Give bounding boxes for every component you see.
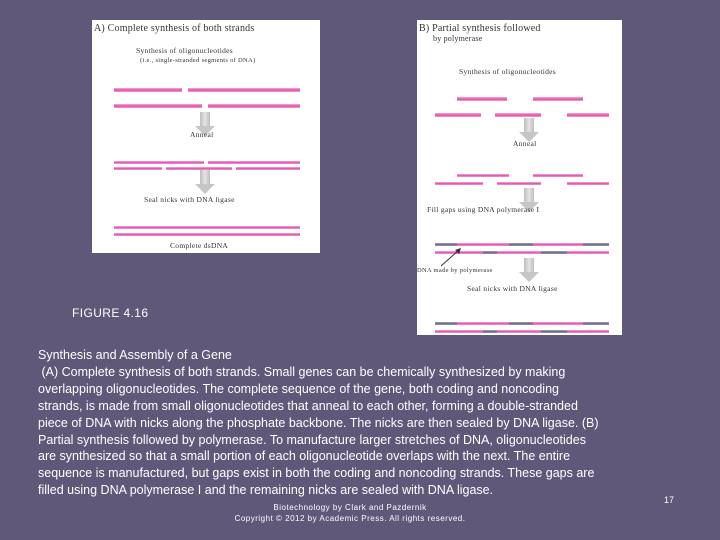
footer-copyright: Copyright © 2012 by Academic Press. All rights reserved.: [234, 514, 466, 523]
footer-book: Biotechnology by Clark and Pazdernik: [273, 503, 427, 512]
panel-a-step-synthesis: Synthesis of oligonucleotides: [136, 46, 234, 55]
annealed-strand: [497, 251, 541, 254]
annealed-strand: [567, 182, 609, 185]
footer-credit: [200, 502, 500, 524]
oligo-strand: [567, 113, 609, 117]
panel-b-step-seal: Seal nicks with DNA ligase: [467, 284, 558, 293]
page-number: 17: [664, 495, 675, 505]
oligo-strand: [222, 88, 300, 92]
polymerase-strand: [509, 322, 533, 325]
oligo-strand: [533, 97, 583, 101]
polymerase-strand: [483, 251, 497, 254]
annealed-strand: [435, 182, 483, 185]
panel-b-step-anneal: Anneal: [513, 139, 537, 148]
annealed-strand: [114, 167, 162, 170]
annealed-strand: [166, 167, 232, 170]
caption-line: are synthesized so that a small portion of each oligonucleotide overlaps with the next. The entire: [38, 449, 571, 464]
annealed-strand: [457, 174, 509, 177]
caption-line: Synthesis and Assembly of a Gene: [38, 348, 232, 362]
polymerase-strand: [541, 251, 567, 254]
caption-line: (A) Complete synthesis of both strands. Small genes can be chemically synthesized by making: [38, 364, 566, 379]
caption-line: filled using DNA polymerase I and the remaining nicks are sealed with DNA ligase.: [38, 483, 494, 498]
annealed-strand: [533, 243, 583, 246]
oligo-strand: [208, 104, 300, 108]
sealed-strand: [435, 330, 483, 333]
panel-a-diagram: [92, 20, 320, 253]
sealed-strand: [567, 330, 609, 333]
caption-line: strands, is made from small oligonucleotides that anneal to each other, forming a double-stranded: [38, 398, 578, 413]
oligo-strand: [114, 88, 182, 92]
polymerase-strand: [541, 330, 567, 333]
oligo-strand: [435, 113, 481, 117]
complete-strand: [114, 226, 300, 229]
caption-line: sequence is manufactured, but gaps exist in both the coding and noncoding strands. These gaps are: [38, 466, 595, 481]
caption-line: Partial synthesis followed by polymerase. To manufacture larger stretches of DNA, oligonucleotides: [38, 432, 586, 447]
sealed-strand: [533, 322, 583, 325]
panel-b-step-fill: Fill gaps using DNA polymerase I: [427, 205, 540, 214]
panel-a-title: A) Complete synthesis of both strands: [94, 23, 255, 34]
annealed-strand: [533, 174, 583, 177]
panel-a-step-anneal: Anneal: [190, 130, 214, 139]
polymerase-strand: [483, 330, 497, 333]
oligo-strand: [495, 113, 541, 117]
oligo-strand: [114, 104, 202, 108]
panel-a-step-seal: Seal nicks with DNA ligase: [144, 195, 235, 204]
polymerase-strand: [435, 322, 457, 325]
panel-a-step-complete: Complete dsDNA: [170, 241, 229, 250]
sealed-strand: [497, 330, 541, 333]
annealed-strand: [236, 167, 300, 170]
caption-line: overlapping oligonucleotides. The complete sequence of the gene, both coding and noncoding: [38, 381, 559, 396]
sealed-strand: [457, 322, 509, 325]
annealed-strand: [208, 161, 300, 164]
polymerase-strand: [583, 243, 609, 246]
panel-b-step-synthesis: Synthesis of oligonucleotides: [459, 67, 557, 76]
polymerase-strand: [583, 322, 609, 325]
figure-caption: [38, 347, 678, 499]
polymerase-label: DNA made by polymerase: [417, 267, 493, 274]
polymerase-strand: [509, 243, 533, 246]
pointer-arrow-icon: [437, 246, 467, 268]
panel-b-title-line2: by polymerase: [433, 34, 483, 43]
complete-strand: [114, 233, 300, 236]
annealed-strand: [567, 251, 609, 254]
annealed-strand: [497, 182, 541, 185]
figure-label: FIGURE 4.16: [72, 306, 149, 320]
panel-b-title: B) Partial synthesis followed: [419, 23, 541, 34]
panel-a-step-synthesis-note: (i.e., single-stranded segments of DNA): [140, 57, 256, 64]
annealed-strand: [114, 161, 204, 164]
caption-line: piece of DNA with nicks along the phosphate backbone. The nicks are then sealed by DNA ligase. (B): [38, 415, 599, 430]
panel-b-diagram: [417, 20, 622, 335]
oligo-strand: [457, 97, 507, 101]
